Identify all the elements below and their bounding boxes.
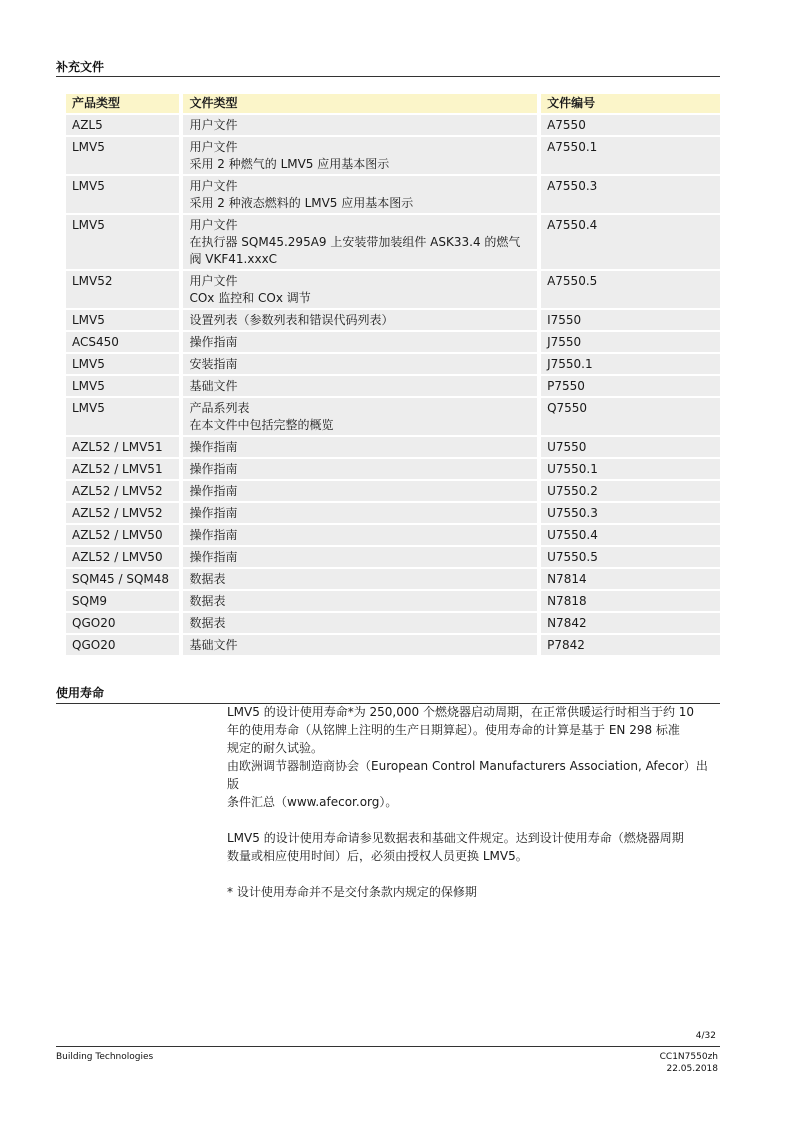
table-row — [66, 354, 720, 374]
cell-product-type: AZL5 — [66, 115, 183, 135]
table-row — [66, 115, 720, 135]
cell-document-type — [183, 376, 541, 396]
cell-product-type: QGO20 — [66, 613, 183, 633]
cell-document-number: U7550 — [541, 437, 720, 457]
cell-document-number: J7550 — [541, 332, 720, 352]
cell-document-type — [183, 459, 541, 479]
cell-product-type: LMV5 — [66, 310, 183, 330]
document-type-line: 操作指南 — [189, 506, 238, 520]
table-row — [66, 459, 720, 479]
cell-product-type: LMV52 — [66, 271, 183, 308]
cell-document-number: N7818 — [541, 591, 720, 611]
table-row — [66, 332, 720, 352]
cell-product-type: AZL52 / LMV52 — [66, 481, 183, 501]
paragraph-gap — [227, 865, 717, 883]
cell-document-number: Q7550 — [541, 398, 720, 435]
table-row — [66, 215, 720, 269]
document-type-line: 采用 2 种液态燃料的 LMV5 应用基本图示 — [189, 196, 414, 210]
service-life-line: LMV5 的设计使用寿命*为 250,000 个燃烧器启动周期，在正常供暖运行时相当于约 10 — [227, 705, 695, 719]
cell-product-type: AZL52 / LMV52 — [66, 503, 183, 523]
cell-document-type — [183, 481, 541, 501]
cell-product-type: LMV5 — [66, 398, 183, 435]
cell-document-number: A7550.5 — [541, 271, 720, 308]
table-row — [66, 613, 720, 633]
cell-document-number: U7550.3 — [541, 503, 720, 523]
document-type-line: 在本文件中包括完整的概览 — [189, 418, 334, 432]
document-type-line: 数据表 — [189, 572, 226, 586]
cell-document-type — [183, 354, 541, 374]
cell-document-type — [183, 547, 541, 567]
service-life-line: * 设计使用寿命并不是交付条款内规定的保修期 — [227, 885, 477, 899]
footer-date: 22.05.2018 — [666, 1064, 718, 1074]
cell-product-type: ACS450 — [66, 332, 183, 352]
cell-document-type — [183, 569, 541, 589]
table-row — [66, 437, 720, 457]
table-row — [66, 569, 720, 589]
document-type-line: 操作指南 — [189, 462, 238, 476]
cell-document-number: I7550 — [541, 310, 720, 330]
document-type-line: 用户文件 — [189, 274, 238, 288]
table-row — [66, 271, 720, 308]
cell-product-type: LMV5 — [66, 137, 183, 174]
cell-product-type: LMV5 — [66, 215, 183, 269]
table-row — [66, 481, 720, 501]
cell-document-type — [183, 591, 541, 611]
cell-document-type — [183, 525, 541, 545]
cell-product-type: QGO20 — [66, 635, 183, 655]
table-row — [66, 525, 720, 545]
header-product-type: 产品类型 — [66, 94, 183, 113]
cell-document-number: P7842 — [541, 635, 720, 655]
document-type-line: 操作指南 — [189, 484, 238, 498]
table-row — [66, 591, 720, 611]
table-row — [66, 310, 720, 330]
section-title-supplementary: 补充文件 — [56, 60, 105, 74]
service-life-line: 数量或相应使用时间）后，必须由授权人员更换 LMV5。 — [227, 849, 528, 863]
footer-company: Building Technologies — [56, 1052, 154, 1062]
document-type-line: 操作指南 — [189, 528, 238, 542]
service-life-line: 条件汇总（www.afecor.org）。 — [227, 795, 398, 809]
document-type-line: 基础文件 — [189, 638, 238, 652]
service-life-line: 年的使用寿命（从铭牌上注明的生产日期算起）。使用寿命的计算是基于 EN 298 标准 — [227, 723, 680, 737]
cell-product-type: AZL52 / LMV51 — [66, 437, 183, 457]
document-type-line: 数据表 — [189, 616, 226, 630]
cell-document-number: A7550 — [541, 115, 720, 135]
section-divider — [56, 76, 720, 77]
document-type-line: 操作指南 — [189, 335, 238, 349]
document-type-line: 安装指南 — [189, 357, 238, 371]
cell-product-type: LMV5 — [66, 354, 183, 374]
table-row — [66, 547, 720, 567]
document-type-line: 用户文件 — [189, 140, 238, 154]
header-document-number: 文件编号 — [541, 94, 720, 113]
cell-product-type: AZL52 / LMV50 — [66, 547, 183, 567]
cell-document-number: A7550.3 — [541, 176, 720, 213]
table-row — [66, 503, 720, 523]
table-row — [66, 398, 720, 435]
cell-document-type — [183, 613, 541, 633]
table-row — [66, 376, 720, 396]
service-life-line: LMV5 的设计使用寿命请参见数据表和基础文件规定。达到设计使用寿命（燃烧器周期 — [227, 831, 684, 845]
cell-document-number: U7550.4 — [541, 525, 720, 545]
cell-document-type — [183, 398, 541, 435]
document-type-line: 采用 2 种燃气的 LMV5 应用基本图示 — [189, 157, 390, 171]
page-number: 4/32 — [695, 1031, 716, 1041]
table-row — [66, 176, 720, 213]
header-document-type: 文件类型 — [183, 94, 541, 113]
document-type-line: 用户文件 — [189, 179, 238, 193]
cell-product-type: AZL52 / LMV51 — [66, 459, 183, 479]
document-type-line: 操作指南 — [189, 550, 238, 564]
cell-document-number: A7550.1 — [541, 137, 720, 174]
table-row — [66, 137, 720, 174]
document-type-line: 数据表 — [189, 594, 226, 608]
document-type-line: 阀 VKF41.xxxC — [189, 252, 278, 266]
cell-document-number: N7842 — [541, 613, 720, 633]
cell-document-number: P7550 — [541, 376, 720, 396]
cell-product-type: SQM45 / SQM48 — [66, 569, 183, 589]
cell-document-number: U7550.2 — [541, 481, 720, 501]
cell-product-type: LMV5 — [66, 376, 183, 396]
section-title-service-life: 使用寿命 — [56, 686, 105, 700]
document-type-line: 设置列表（参数列表和错误代码列表） — [189, 313, 394, 327]
cell-document-type — [183, 271, 541, 308]
document-type-line: 基础文件 — [189, 379, 238, 393]
cell-document-type — [183, 215, 541, 269]
cell-product-type: LMV5 — [66, 176, 183, 213]
cell-document-type — [183, 115, 541, 135]
paragraph-gap — [227, 811, 717, 829]
cell-document-type — [183, 635, 541, 655]
footer-document-id: CC1N7550zh — [659, 1052, 718, 1062]
table-header-row — [66, 94, 720, 113]
cell-document-number: U7550.1 — [541, 459, 720, 479]
cell-document-type — [183, 310, 541, 330]
cell-document-type — [183, 137, 541, 174]
cell-document-number: U7550.5 — [541, 547, 720, 567]
cell-document-number: J7550.1 — [541, 354, 720, 374]
cell-document-type — [183, 437, 541, 457]
document-type-line: 在执行器 SQM45.295A9 上安装带加装组件 ASK33.4 的燃气 — [189, 235, 521, 249]
service-life-line: 由欧洲调节器制造商协会（European Control Manufacturers Association, Afecor）出版 — [227, 759, 708, 791]
cell-product-type: SQM9 — [66, 591, 183, 611]
document-type-line: 操作指南 — [189, 440, 238, 454]
cell-document-type — [183, 332, 541, 352]
service-life-line: 规定的耐久试验。 — [227, 741, 324, 755]
cell-product-type: AZL52 / LMV50 — [66, 525, 183, 545]
cell-document-number: A7550.4 — [541, 215, 720, 269]
document-type-line: 用户文件 — [189, 118, 238, 132]
cell-document-number: N7814 — [541, 569, 720, 589]
table-row — [66, 635, 720, 655]
document-type-line: 用户文件 — [189, 218, 238, 232]
service-life-text — [227, 703, 717, 901]
cell-document-type — [183, 503, 541, 523]
document-type-line: COx 监控和 COx 调节 — [189, 291, 311, 305]
footer-divider — [56, 1046, 720, 1047]
cell-document-type — [183, 176, 541, 213]
documents-table — [66, 92, 720, 657]
document-type-line: 产品系列表 — [189, 401, 250, 415]
